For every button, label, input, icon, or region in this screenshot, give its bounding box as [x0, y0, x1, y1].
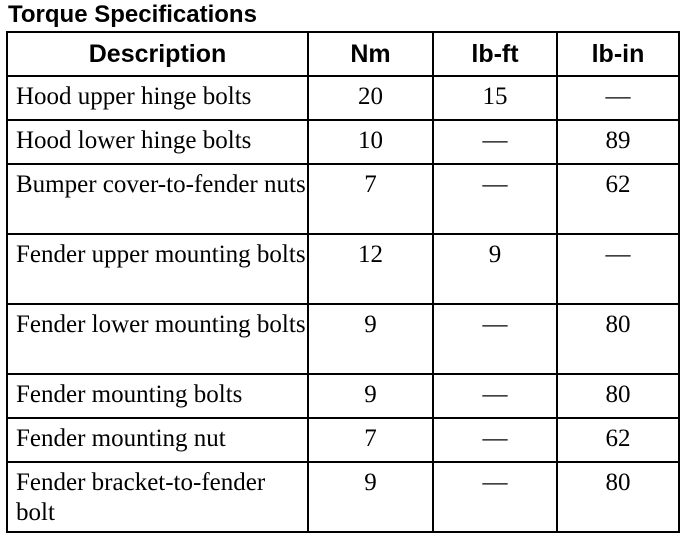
table-row: [7, 418, 679, 462]
cell-nm: 9: [308, 374, 433, 418]
cell-nm: 7: [308, 164, 433, 234]
table-row: [7, 462, 679, 532]
cell-lb-in: 80: [557, 304, 679, 374]
page-title: Torque Specifications: [8, 1, 257, 28]
cell-lb-in: 80: [557, 374, 679, 418]
cell-lb-in: —: [557, 76, 679, 120]
column-header-nm: Nm: [308, 32, 433, 76]
cell-description: Bumper cover-to-fender nuts: [7, 164, 308, 234]
cell-lb-ft: —: [433, 304, 557, 374]
cell-lb-ft: —: [433, 374, 557, 418]
table-row: [7, 120, 679, 164]
cell-lb-ft: —: [433, 462, 557, 532]
cell-nm: 9: [308, 462, 433, 532]
cell-nm: 7: [308, 418, 433, 462]
cell-lb-in: 89: [557, 120, 679, 164]
cell-lb-in: 62: [557, 418, 679, 462]
cell-lb-in: 80: [557, 462, 679, 532]
table-row: [7, 374, 679, 418]
cell-description: Hood lower hinge bolts: [7, 120, 308, 164]
cell-lb-ft: 15: [433, 76, 557, 120]
torque-specifications-table: [6, 31, 680, 533]
column-header-description: Description: [7, 32, 308, 76]
cell-lb-ft: —: [433, 120, 557, 164]
cell-lb-ft: —: [433, 418, 557, 462]
cell-lb-ft: 9: [433, 234, 557, 304]
column-header-lb-in: lb-in: [557, 32, 679, 76]
cell-description: Fender bracket-to-fender bolt: [7, 462, 308, 532]
cell-lb-in: —: [557, 234, 679, 304]
cell-nm: 10: [308, 120, 433, 164]
cell-description: Hood upper hinge bolts: [7, 76, 308, 120]
cell-description: Fender mounting bolts: [7, 374, 308, 418]
cell-description: Fender upper mounting bolts: [7, 234, 308, 304]
table-row: [7, 164, 679, 234]
cell-nm: 9: [308, 304, 433, 374]
column-header-lb-ft: lb-ft: [433, 32, 557, 76]
table-row: [7, 234, 679, 304]
table-header-row: [7, 32, 679, 76]
cell-description: Fender lower mounting bolts: [7, 304, 308, 374]
cell-lb-ft: —: [433, 164, 557, 234]
table-row: [7, 304, 679, 374]
cell-lb-in: 62: [557, 164, 679, 234]
cell-nm: 20: [308, 76, 433, 120]
cell-nm: 12: [308, 234, 433, 304]
cell-description: Fender mounting nut: [7, 418, 308, 462]
table-row: [7, 76, 679, 120]
